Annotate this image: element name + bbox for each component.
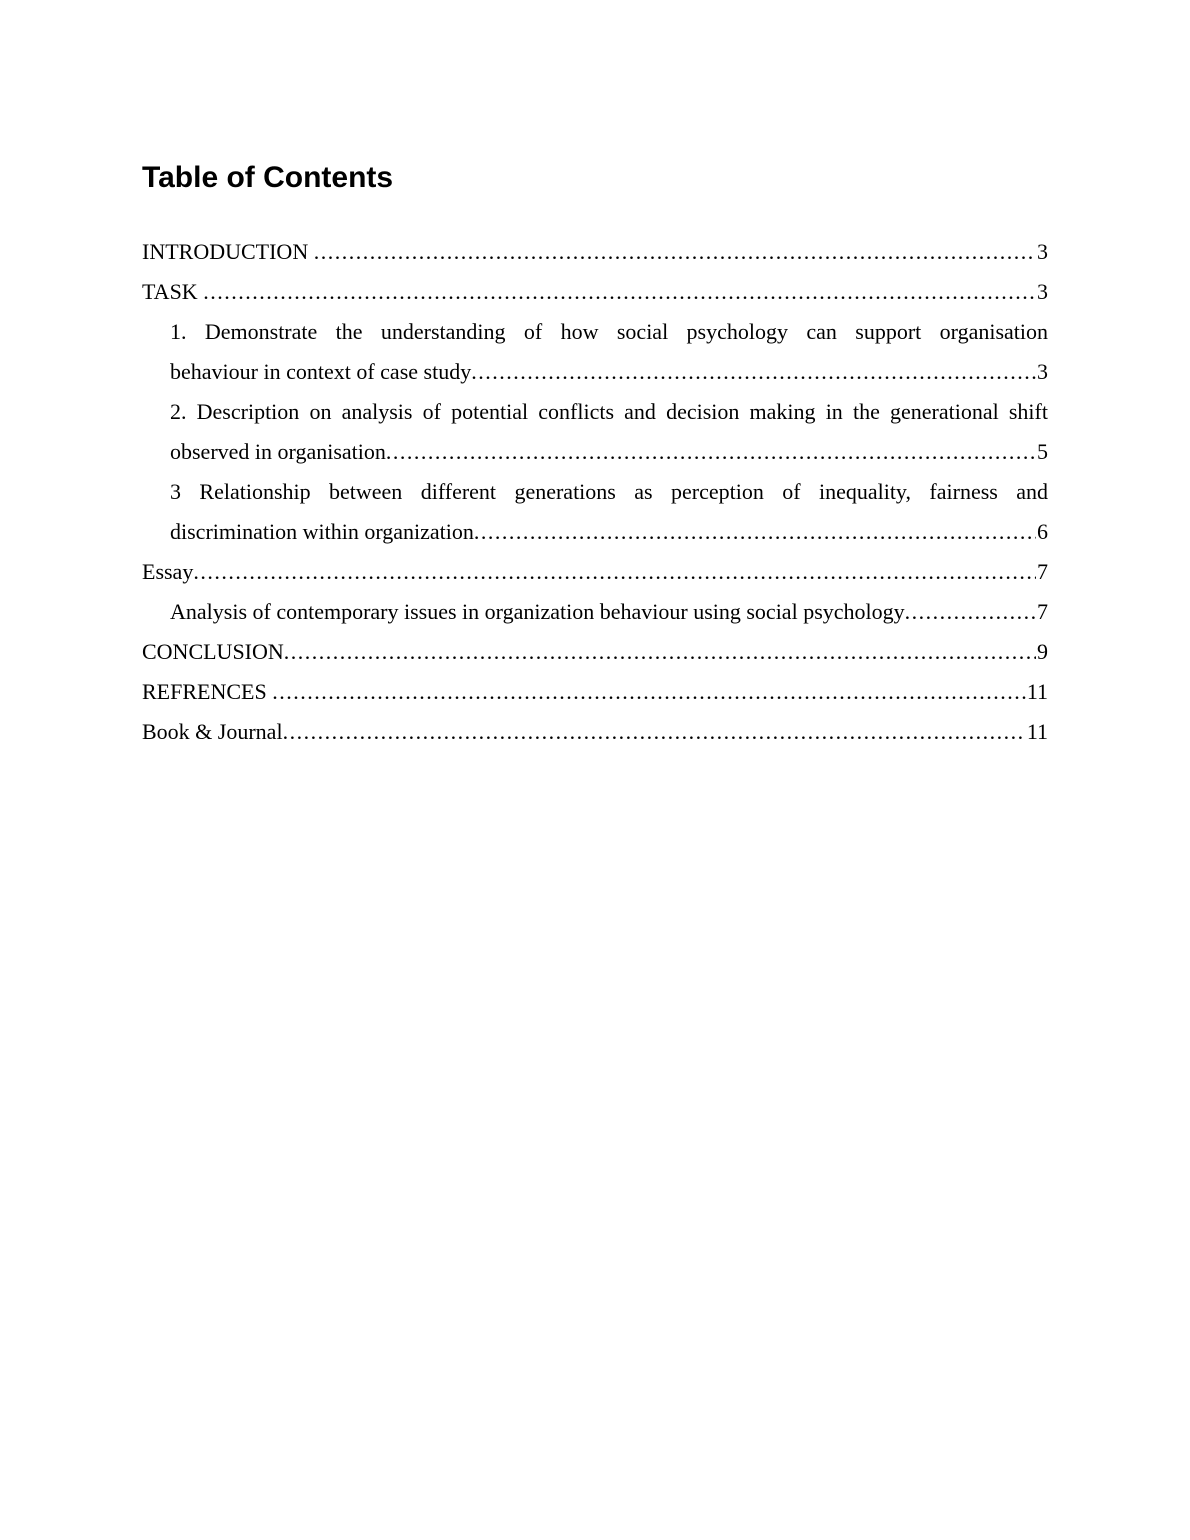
toc-entry-last-line	[142, 272, 1048, 312]
toc-entry-text-line: 3 Relationship between different generations as perception of inequality, fairness and	[170, 479, 1048, 504]
toc-entry-label: Essay	[142, 559, 194, 584]
toc-entry-last-line	[142, 672, 1048, 712]
toc-entry-last-line	[142, 232, 1048, 272]
dot-leader	[905, 592, 1036, 632]
toc-entry-text-line: 1. Demonstrate the understanding of how social psychology can support organisation	[170, 319, 1048, 344]
toc-entry	[142, 392, 1048, 472]
toc-entry-label: behaviour in context of case study	[170, 359, 472, 384]
toc-entry-label: TASK	[142, 279, 204, 304]
toc-page-number: 6	[1037, 519, 1048, 544]
toc-entry-last-line	[142, 632, 1048, 672]
toc-entry	[142, 592, 1048, 632]
toc-entry-last-line	[170, 432, 1048, 472]
toc-page-number: 3	[1037, 239, 1048, 264]
toc-list	[142, 232, 1048, 752]
dot-leader	[284, 632, 1036, 672]
toc-entry-text-line: 2. Description on analysis of potential conflicts and decision making in the generational shift	[170, 399, 1048, 424]
toc-page-number: 7	[1037, 559, 1048, 584]
toc-page-number: 3	[1037, 359, 1048, 384]
toc-entry-last-line	[170, 352, 1048, 392]
toc-entry-label: Book & Journal	[142, 719, 283, 744]
toc-entry-label: Analysis of contemporary issues in organization behaviour using social psychology	[170, 599, 905, 624]
toc-entry-label: discrimination within organization	[170, 519, 474, 544]
dot-leader	[471, 352, 1036, 392]
dot-leader	[272, 672, 1026, 712]
toc-page-number: 11	[1026, 719, 1048, 744]
toc-entry	[142, 472, 1048, 552]
toc-page-number: 3	[1037, 279, 1048, 304]
toc-entry	[142, 552, 1048, 592]
toc-entry-label: REFRENCES	[142, 679, 273, 704]
toc-entry-last-line	[142, 712, 1048, 752]
toc-entry-last-line	[142, 552, 1048, 592]
dot-leader	[193, 552, 1036, 592]
dot-leader	[283, 712, 1026, 752]
toc-entry-label: observed in organisation	[170, 439, 386, 464]
toc-entry	[142, 632, 1048, 672]
toc-entry	[142, 712, 1048, 752]
toc-page-number: 9	[1037, 639, 1048, 664]
page-title: Table of Contents	[142, 161, 394, 194]
toc-entry-last-line	[170, 512, 1048, 552]
toc-entry-label: INTRODUCTION	[142, 239, 314, 264]
toc-entry	[142, 312, 1048, 392]
dot-leader	[386, 432, 1036, 472]
toc-entry-last-line	[170, 592, 1048, 632]
toc-page-number: 7	[1037, 599, 1048, 624]
dot-leader	[203, 272, 1036, 312]
toc-entry	[142, 232, 1048, 272]
dot-leader	[314, 232, 1036, 272]
toc-entry	[142, 272, 1048, 312]
toc-entry	[142, 672, 1048, 712]
toc-page-number: 5	[1037, 439, 1048, 464]
dot-leader	[474, 512, 1036, 552]
toc-page-number: 11	[1026, 679, 1048, 704]
toc-entry-label: CONCLUSION	[142, 639, 284, 664]
